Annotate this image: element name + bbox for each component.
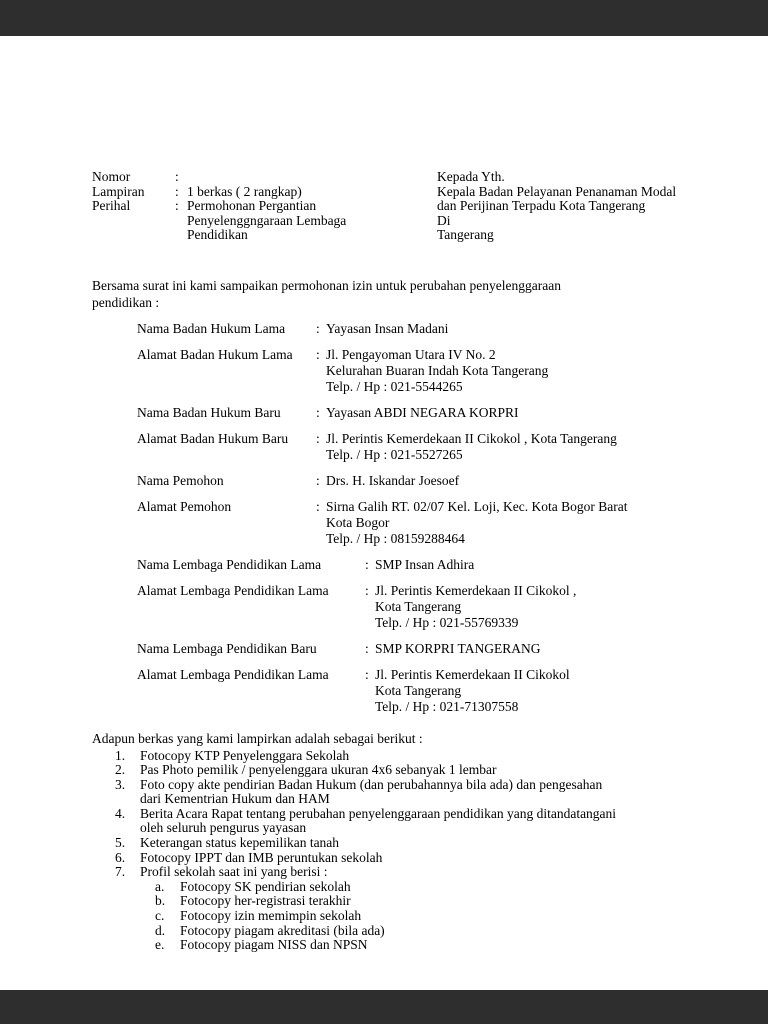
meta-row-perihal [92, 199, 437, 243]
attachment-sub-letter: a. [155, 878, 165, 894]
attachment-sub-letter: c. [155, 908, 165, 924]
detail-row [92, 499, 704, 547]
attachment-item [92, 865, 704, 880]
detail-label: Nama Lembaga Pendidikan Lama [137, 556, 322, 572]
detail-label: Nama Lembaga Pendidikan Baru [137, 640, 317, 656]
meta-row-nomor [92, 170, 437, 185]
detail-colon: : [316, 498, 320, 514]
attachment-item [92, 778, 704, 807]
detail-value-line: Telp. / Hp : 021-71307558 [375, 698, 519, 714]
detail-row [92, 347, 704, 395]
meta-colon: : [175, 169, 179, 184]
detail-value-line: Telp. / Hp : 021-55769339 [375, 614, 519, 630]
attachment-sub-text: Fotocopy izin memimpin sekolah [180, 908, 362, 924]
attachment-sub-text: Fotocopy piagam NISS dan NPSN [180, 937, 368, 953]
attachment-text [140, 778, 704, 807]
detail-value-line: Kota Tangerang [375, 682, 462, 698]
attachment-item [92, 807, 704, 836]
detail-value-line: SMP KORPRI TANGERANG [375, 640, 541, 656]
detail-row [92, 431, 704, 463]
meta-value-line: Penyelenggngaraan Lembaga [187, 212, 347, 228]
detail-row [92, 473, 704, 489]
detail-label: Alamat Badan Hukum Lama [137, 346, 293, 362]
detail-value-line: Kelurahan Buaran Indah Kota Tangerang [326, 362, 549, 378]
attachment-sub-item [92, 924, 704, 939]
recipient-block [437, 170, 704, 243]
attachment-sub-item [92, 938, 704, 953]
detail-label: Alamat Lembaga Pendidikan Lama [137, 666, 329, 682]
attachment-number: 4. [115, 805, 126, 821]
detail-colon: : [365, 666, 369, 682]
attachment-text-line: Berita Acara Rapat tentang perubahan penyelenggaraan pendidikan yang ditandatangani [140, 805, 617, 821]
meta-colon: : [175, 198, 179, 213]
attachment-sub-text: Fotocopy piagam akreditasi (bila ada) [180, 922, 385, 938]
viewer-bottom-bar [0, 990, 768, 1024]
detail-label: Alamat Lembaga Pendidikan Lama [137, 582, 329, 598]
detail-value [375, 667, 704, 715]
detail-row [92, 667, 704, 715]
detail-row [92, 641, 704, 657]
recipient-line: dan Perijinan Terpadu Kota Tangerang [437, 198, 646, 213]
attachment-item [92, 763, 704, 778]
attachment-number: 5. [115, 835, 126, 851]
detail-colon: : [365, 556, 369, 572]
detail-value-line: Kota Tangerang [375, 598, 462, 614]
detail-value [375, 641, 704, 657]
detail-value [375, 557, 704, 573]
detail-value [326, 431, 704, 463]
meta-row-lampiran [92, 185, 437, 200]
recipient-line: Kepala Badan Pelayanan Penanaman Modal [437, 183, 677, 199]
detail-value-line: Telp. / Hp : 021-5527265 [326, 446, 463, 462]
meta-colon: : [175, 183, 179, 199]
detail-value-line: Telp. / Hp : 021-5544265 [326, 378, 463, 394]
attachment-text: Pas Photo pemilik / penyelenggara ukuran 4x6 sebanyak 1 lembar [140, 762, 497, 778]
detail-label: Nama Badan Hukum Baru [137, 404, 281, 420]
detail-value-line: Jl. Pengayoman Utara IV No. 2 [326, 346, 496, 362]
detail-value [326, 321, 704, 337]
detail-value-line: Yayasan ABDI NEGARA KORPRI [326, 404, 519, 420]
letterhead [92, 170, 704, 243]
detail-value [326, 473, 704, 489]
detail-list [92, 321, 704, 715]
viewer-top-bar [0, 0, 768, 36]
letter-page [0, 36, 768, 990]
detail-colon: : [316, 430, 320, 446]
detail-colon: : [316, 320, 320, 336]
attachment-text: Fotocopy IPPT dan IMB peruntukan sekolah [140, 849, 383, 865]
attachment-text-line: dari Kementrian Hukum dan HAM [140, 791, 330, 807]
meta-label: Lampiran [92, 183, 145, 199]
detail-value-line: Drs. H. Iskandar Joesoef [326, 472, 460, 488]
detail-row [92, 405, 704, 421]
attachment-text: Profil sekolah saat ini yang berisi : [140, 864, 328, 880]
attachment-text [140, 807, 704, 836]
meta-value: 1 berkas ( 2 rangkap) [187, 183, 302, 199]
detail-value-line: Kota Bogor [326, 514, 390, 530]
attachment-sub-letter: b. [155, 893, 166, 909]
attachment-item [92, 851, 704, 866]
detail-value-line: Yayasan Insan Madani [326, 320, 449, 336]
attachment-text-line: Foto copy akte pendirian Badan Hukum (dan perubahannya bila ada) dan pengesahan [140, 776, 603, 792]
meta-value [187, 199, 437, 243]
attachment-number: 3. [115, 776, 126, 792]
attachment-sub-letter: d. [155, 922, 166, 938]
attachment-number: 6. [115, 849, 126, 865]
meta-value-line: Permohonan Pergantian [187, 198, 317, 213]
attachment-sub-item [92, 894, 704, 909]
detail-colon: : [316, 346, 320, 362]
detail-label: Alamat Badan Hukum Baru [137, 430, 289, 446]
meta-label: Nomor [92, 169, 131, 184]
detail-row [92, 557, 704, 573]
attachment-sub-letter: e. [155, 937, 165, 953]
attachment-item [92, 749, 704, 764]
attachment-text: Fotocopy KTP Penyelenggara Sekolah [140, 747, 350, 763]
detail-value [326, 405, 704, 421]
detail-row [92, 321, 704, 337]
attachment-item [92, 836, 704, 851]
attachment-text-line: oleh seluruh pengurus yayasan [140, 820, 307, 836]
intro-paragraph [92, 277, 704, 311]
attachment-sub-item [92, 880, 704, 895]
detail-label: Nama Pemohon [137, 472, 224, 488]
attachment-sub-item [92, 909, 704, 924]
attachments-list [92, 749, 704, 953]
attachment-sub-text: Fotocopy her-registrasi terakhir [180, 893, 351, 909]
detail-colon: : [365, 582, 369, 598]
meta-value-line: Pendidikan [187, 227, 248, 242]
detail-label: Alamat Pemohon [137, 498, 232, 514]
attachment-text: Keterangan status kepemilikan tanah [140, 835, 340, 851]
intro-line: Bersama surat ini kami sampaikan permohonan izin untuk perubahan penyelenggaraan [92, 277, 561, 293]
attachment-number: 2. [115, 762, 126, 778]
detail-value-line: Jl. Perintis Kemerdekaan II Cikokol [375, 666, 570, 682]
meta-label: Perihal [92, 198, 131, 213]
attachment-sub-text: Fotocopy SK pendirian sekolah [180, 878, 351, 894]
detail-colon: : [316, 404, 320, 420]
attachments-intro: Adapun berkas yang kami lampirkan adalah sebagai berikut : [92, 730, 423, 746]
detail-value-line: Jl. Perintis Kemerdekaan II Cikokol , Kota Tangerang [326, 430, 617, 446]
detail-label: Nama Badan Hukum Lama [137, 320, 286, 336]
detail-value-line: Telp. / Hp : 08159288464 [326, 530, 465, 546]
attachment-number: 7. [115, 864, 126, 880]
attachment-number: 1. [115, 747, 126, 763]
detail-value [375, 583, 704, 631]
detail-value [326, 499, 704, 547]
recipient-line: Di [437, 212, 451, 228]
detail-value [326, 347, 704, 395]
detail-colon: : [365, 640, 369, 656]
detail-value-line: Sirna Galih RT. 02/07 Kel. Loji, Kec. Kota Bogor Barat [326, 498, 628, 514]
meta-value [187, 170, 437, 185]
detail-value-line: Jl. Perintis Kemerdekaan II Cikokol , [375, 582, 577, 598]
detail-colon: : [316, 472, 320, 488]
detail-row [92, 583, 704, 631]
meta-block [92, 170, 437, 243]
detail-value-line: SMP Insan Adhira [375, 556, 475, 572]
recipient-line: Tangerang [437, 227, 494, 242]
intro-line: pendidikan : [92, 294, 160, 310]
recipient-line: Kepada Yth. [437, 169, 505, 184]
